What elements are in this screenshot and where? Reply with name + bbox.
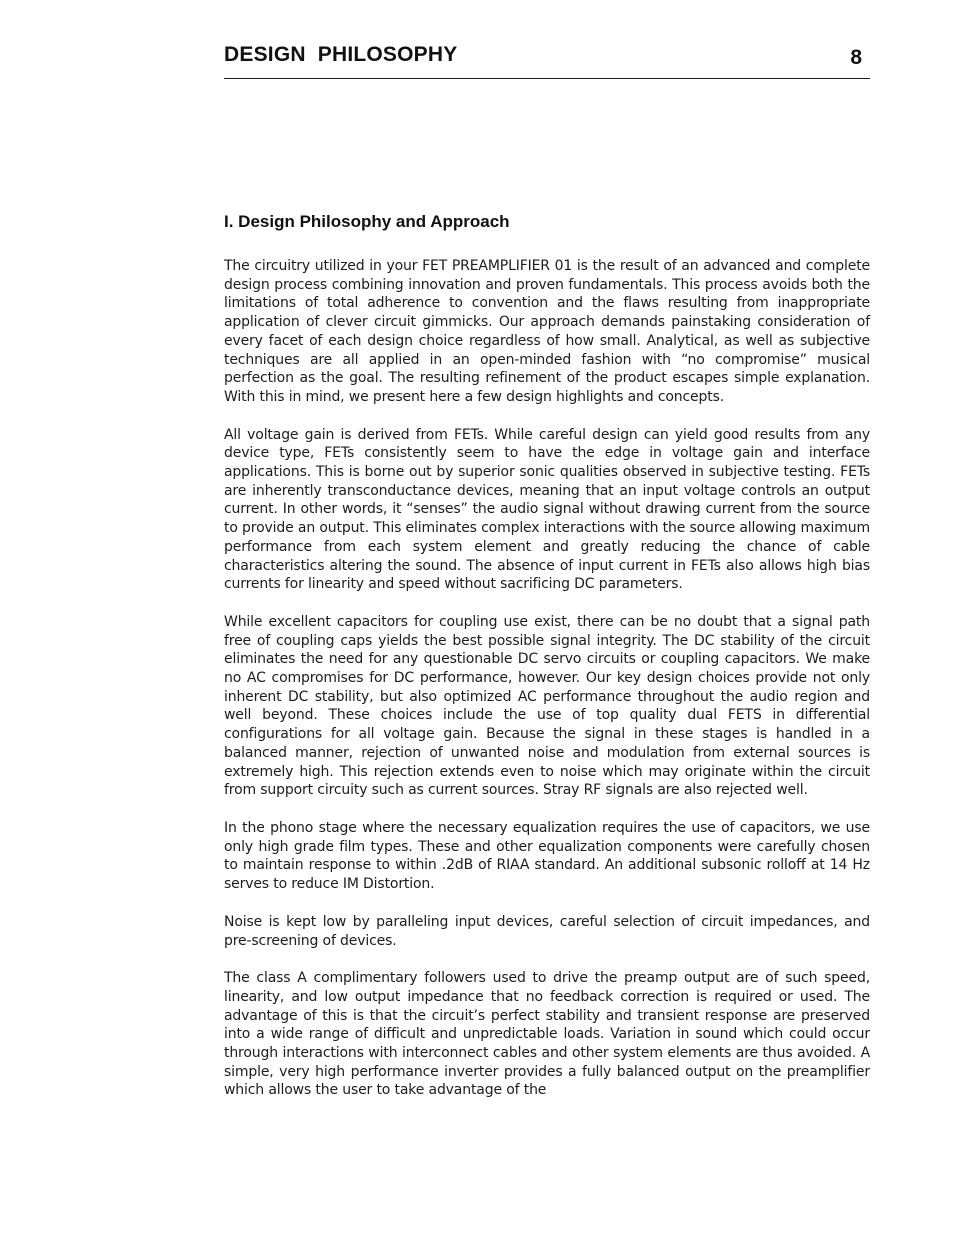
paragraph-phono-stage: In the phono stage where the necessary equalization requires the use of capacitors, we use only high grade film types. These and other equalization components were carefully chosen to maintain response to within .2dB of RIAA standard. An additional subsonic rolloff at 14 Hz serves to reduce IM Distortion. <box>224 819 870 893</box>
body-text <box>224 257 870 1119</box>
header-title: DESIGN PHILOSOPHY <box>224 43 458 66</box>
paragraph-design-process: The circuitry utilized in your FET PREAMPLIFIER 01 is the result of an advanced and complete design process combining innovation and proven fundamentals. This process avoids both the limitations of total adherence to convention and the flaws resulting from inappropriate application of clever circuit gimmicks. Our approach demands painstaking consideration of every facet of each design choice regardless of how small. Analytical, as well as subjective techniques are all applied in an open-minded fashion with “no compromise” musical perfection as the goal. The resulting refinement of the product escapes simple explanation. With this in mind, we present here a few design highlights and concepts. <box>224 258 870 405</box>
paragraph-noise: Noise is kept low by paralleling input devices, careful selection of circuit impedances, and pre-screening of devices. <box>224 913 870 949</box>
paragraph-dc-coupling: While excellent capacitors for coupling use exist, there can be no doubt that a signal path free of coupling caps yields the best possible signal integrity. The DC stability of the circuit eliminates the need for any questionable DC servo circuits or coupling capacitors. We make no AC compromises for DC performance, however. Our key design choices provide not only inherent DC stability, but also optimized AC performance throughout the audio region and well beyond. These choices include the use of top quality dual FETS in differential configurations for all voltage gain. Because the signal in these stages is handled in a balanced manner, rejection of unwanted noise and modulation from external sources is extremely high. This rejection extends even to noise which may originate within the circuit from support circuity such as current sources. Stray RF signals are also rejected well. <box>224 613 870 799</box>
paragraph-output-stage: The class A complimentary followers used to drive the preamp output are of such speed, linearity, and low output impedance that no feedback correction is required or used. The advantage of this is that the circuit’s perfect stability and transient response are preserved into a wide range of difficult and unpredictable loads. Variation in sound which could occur through interactions with interconnect cables and other system elements are thus avoided. A simple, very high performance inverter provides a fully balanced output on the preamplifier which allows the user to take advantage of the <box>224 970 870 1099</box>
section-heading: I. Design Philosophy and Approach <box>224 212 510 231</box>
page-header <box>224 40 870 79</box>
paragraph-fet-gain: All voltage gain is derived from FETs. While careful design can yield good results from any device type, FETs consistently seem to have the edge in voltage gain and interface applications. This is borne out by superior sonic qualities observed in subjective testing. FETs are inherently transconductance devices, meaning that an input voltage controls an output current. In other words, it “senses” the audio signal without drawing current from the source to provide an output. This eliminates complex interactions with the source allowing maximum performance from each system element and greatly reducing the chance of cable characteristics altering the sound. The absence of input current in FETs also allows high bias currents for linearity and speed without sacrificing DC parameters. <box>224 426 870 593</box>
page-number: 8 <box>850 46 862 69</box>
